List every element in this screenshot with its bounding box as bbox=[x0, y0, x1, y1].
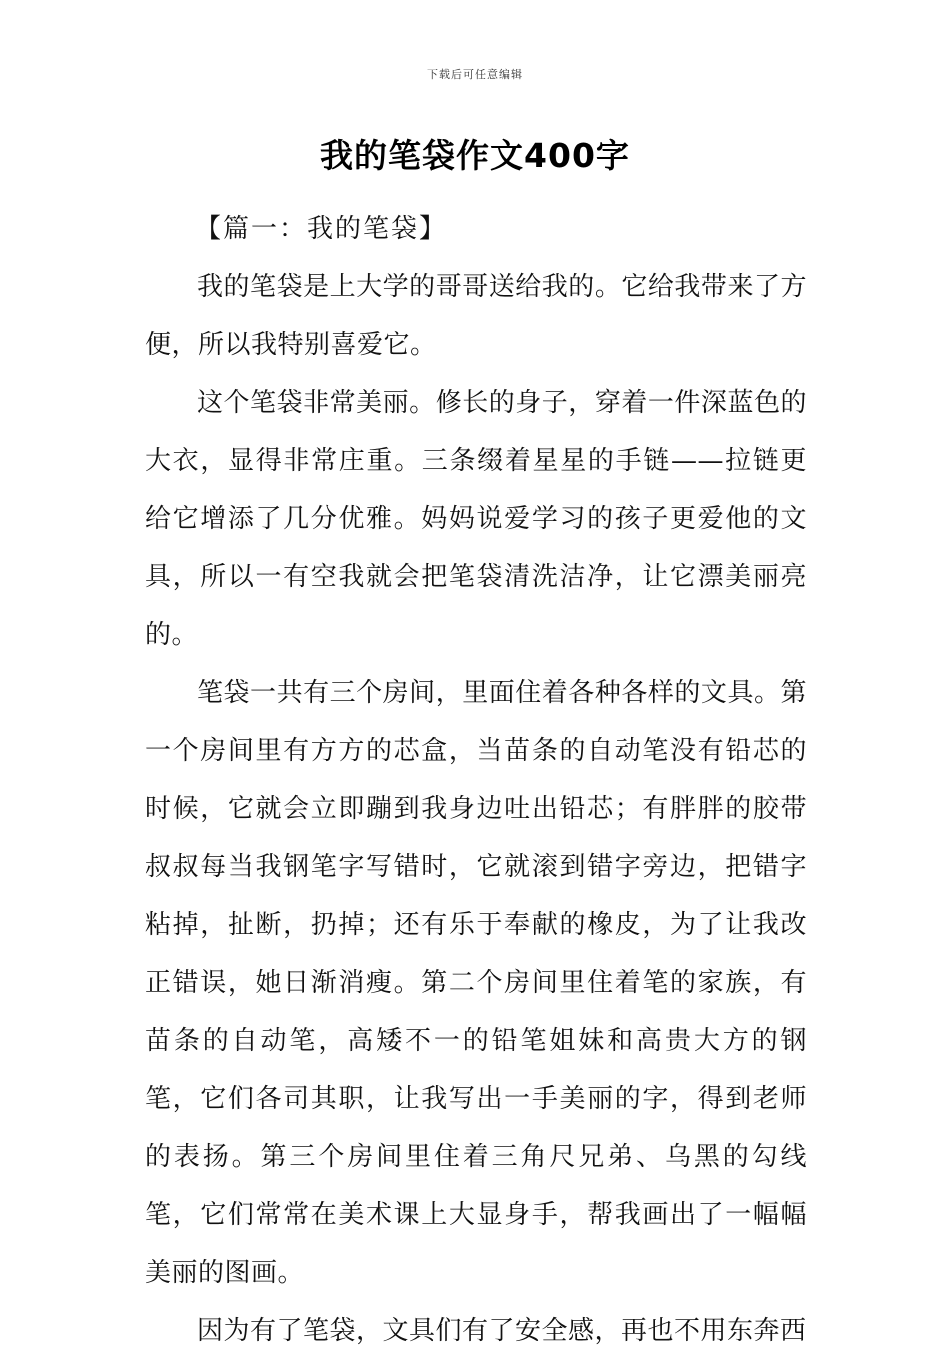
paragraph-4: 因为有了笔袋，文具们有了安全感，再也不用东奔西 bbox=[197, 1316, 807, 1346]
section-heading: 【篇一：我的笔袋】 bbox=[195, 214, 448, 244]
paragraph-1: 我的笔袋是上大学的哥哥送给我的。它给我带来了方便，所以我特别喜爱它。 bbox=[145, 272, 807, 360]
paragraph-2: 这个笔袋非常美丽。修长的身子，穿着一件深蓝色的大衣，显得非常庄重。三条缀着星星的手链——拉链更给它增添了几分优雅。妈妈说爱学习的孩子更爱他的文具，所以一有空我就会把笔袋清洗洁净，让它漂美丽亮的。 bbox=[145, 388, 807, 650]
document-title: 我的笔袋作文400字 bbox=[320, 136, 630, 175]
header-note: 下载后可任意编辑 bbox=[427, 68, 523, 81]
document-body bbox=[145, 200, 807, 1360]
paragraph-3: 笔袋一共有三个房间，里面住着各种各样的文具。第一个房间里有方方的芯盒，当苗条的自动笔没有铅芯的时候，它就会立即蹦到我身边吐出铅芯；有胖胖的胶带叔叔每当我钢笔字写错时，它就滚到错字旁边，把错字粘掉，扯断，扔掉；还有乐于奉献的橡皮，为了让我改正错误，她日渐消瘦。第二个房间里住着笔的家族，有苗条的自动笔，高矮不一的铅笔姐妹和高贵大方的钢笔，它们各司其职，让我写出一手美丽的字，得到老师的表扬。第三个房间里住着三角尺兄弟、乌黑的勾线笔，它们常常在美术课上大显身手，帮我画出了一幅幅美丽的图画。 bbox=[145, 678, 807, 1288]
